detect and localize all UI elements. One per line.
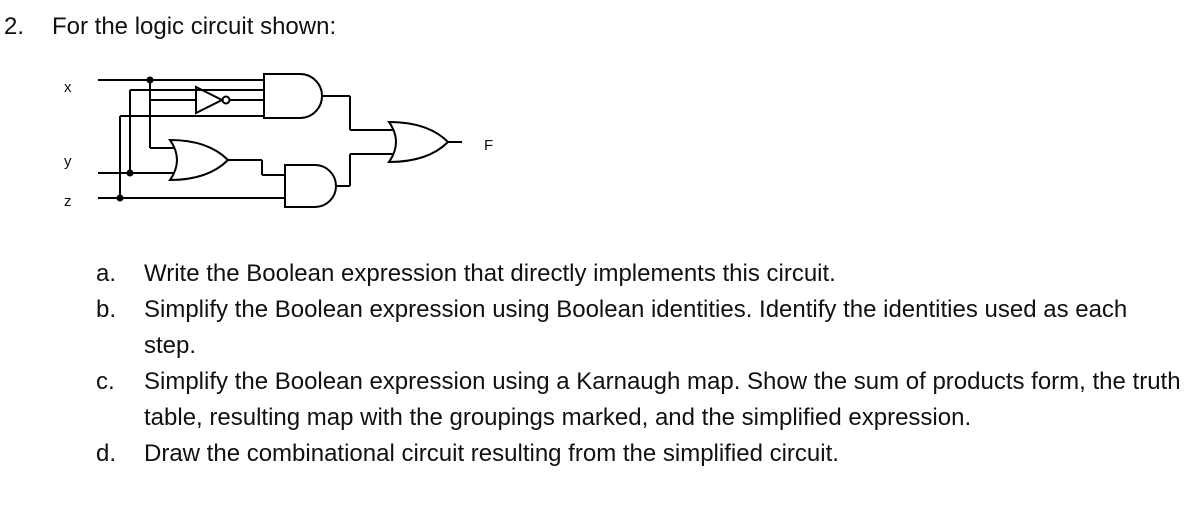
part-c (96, 364, 1196, 436)
part-letter: d. (96, 440, 117, 467)
label-output-f: F (484, 137, 494, 154)
or-gate-middle (170, 140, 228, 180)
label-x: x (64, 79, 72, 96)
part-letter: a. (96, 260, 117, 287)
label-z: z (64, 193, 72, 210)
question-prompt: For the logic circuit shown: (52, 13, 337, 40)
or-gate-output (389, 122, 448, 162)
part-text: Draw the combinational circuit resulting from the simplified circuit. (144, 440, 839, 467)
and-gate-bottom (285, 165, 336, 207)
question-parts (96, 256, 1196, 472)
part-text: Simplify the Boolean expression using a Karnaugh map. Show the sum of products form, the truth table, resulting map with the groupings marked, and the simplified expression. (144, 368, 1181, 431)
part-d (96, 436, 1196, 472)
label-y: y (64, 153, 72, 170)
part-text: Simplify the Boolean expression using Boolean identities. Identify the identities used as each step. (144, 296, 1128, 359)
part-text: Write the Boolean expression that directly implements this circuit. (144, 260, 836, 287)
question-number: 2. (4, 13, 25, 40)
part-b (96, 292, 1196, 364)
part-letter: b. (96, 296, 117, 323)
part-letter: c. (96, 368, 115, 395)
part-a (96, 256, 1196, 292)
and-gate-top (264, 74, 322, 118)
logic-circuit-diagram (0, 0, 520, 230)
